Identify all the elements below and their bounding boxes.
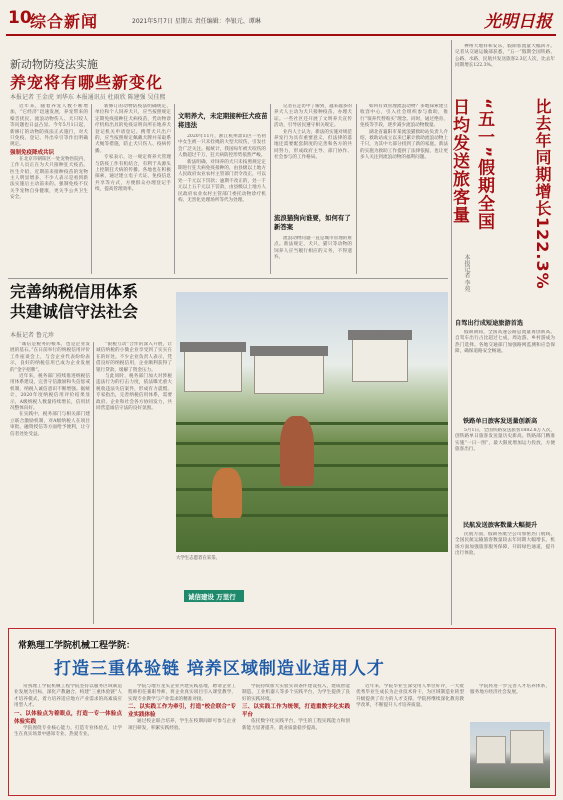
article1-sub1: 强制免疫降成共识 — [10, 149, 55, 156]
article2-col-2: “银税互动”合作的深入开展，让诚信纳税的小微企业享受到了实实在在的好处。不少企业负责人表示，凭借良好的纳税信用，企业顺利获得了银行贷款，缓解了资金压力。 与此同时，税务部门加大对涉税违法行为的打击力度，依法曝光重大税收违法失信案件，形成有力震慑。专家指出，完善纳税信用体系，需要政府、企业和社会各方协同发力，共同营造诚信守法的良好氛围。 — [96, 342, 172, 412]
feature-col-3: 学院持续加大实验实训条件建设投入，建成智能制造、工业机器人等多个实践平台，为学生提供了良好的实践环境。 三、以实践工作为统领，打造重数字化实践平台 依托数字化实践平台，学生的工程实践能力和创新能力显著提升，就业质量稳步提高。 — [242, 684, 350, 731]
section-title: 综合新闻 — [30, 12, 99, 31]
feature-sub3: 三、以实践工作为统领，打造重数字化实践平台 — [242, 704, 350, 719]
feature-sub1: 一、以体验点为着眼点，打造一专一体验点体验实践 — [14, 710, 122, 725]
article1-byline: 本报记者 王金虎 刘华东 本报通讯员 杜雨欣 陈建强 吴佳熙 — [10, 94, 166, 101]
article1-col-1: 近年来，随着养宠人数不断增加，“它经济”迅速发展，养宠带来的噪音扰民、流浪动物伤人、犬只咬人等问题也日益凸显。今年5月1日起，新修订的动物防疫法正式施行，对犬只免疫、登记、外出牵引等作出明确规定。 强制免疫降成共识 在北京市朝阳区一处宠物医院内，工作人员正在为犬只接种狂犬疫苗。医生介绍，近期前来接种疫苗的宠物主人明显增多，不少人表示是看到新法实施后主动前来的。强制免疫不仅关乎宠物自身健康，更关乎公共卫生安全。 — [10, 104, 88, 201]
side-intro: 神州大地祥和安乐，假期客流量大幅回升。记者从交通运输部获悉，“五一”假期全国铁路、公路、水路、民航共发送旅客2.3亿人次，比去年同期增长122.3%。 — [455, 44, 555, 69]
side-sub2: 铁路单日旅客发送量创新高 — [463, 418, 538, 425]
side-col-1: 假期期间，全国高速公路总流量再创新高。自驾车出行占比超过七成，周边游、乡村游成为热门选择。各地交通部门加强路网监测和应急保障，确保道路安全畅通。 — [455, 330, 555, 355]
article2-byline: 本报记者 鲁元珍 — [10, 332, 54, 339]
side-sub1: 自驾出行成短途旅游首选 — [455, 320, 524, 327]
page-number: 10 — [8, 8, 32, 28]
feature-col-1: 常熟理工学院机械工程学院坚持以服务区域制造业发展为目标，深化产教融合，构建“三重体验链”人才培养模式，着力培养适应地方产业需求的高素质应用型人才。 一、以体验点为着眼点，打造一专一体验点体验实践 学院围绕专业核心能力，打造专业体验点，让学生在真实场景中感知专业、热爱专业。 — [14, 684, 122, 738]
feature-sub2: 二、以实践工作为牵引，打造“校企联合”专业实践体验 — [128, 704, 236, 719]
article2-headline-line1: 完善纳税信用体系 — [10, 282, 139, 301]
campaign-stamp: 诚信建设 万里行 — [184, 590, 244, 602]
feature-col-5: 学院将进一步完善人才培养体系，服务地方经济社会发展。 — [470, 684, 550, 696]
article1-kicker: 新动物防疫法实施 — [10, 58, 98, 71]
article1-col-5: 如何有效管理流浪动物？多地探索建立收容中心，引入社会组织参与救助，推行“领养代替购买”理念。同时，通过绝育、免疫等手段，逐步减少流浪动物数量。 湖北省襄阳市某流浪猫救助站负责人介绍，救助站成立以来已累计救助流浪动物上千只，为其中大部分找到了新的家庭。新法的实施为救助工作提供了法律依据，也让更多人关注到流浪动物的福利问题。 — [360, 104, 448, 161]
side-col-3: 民航方面，假期各航空公司加密热门航线，全国民航运输旅客数量较去年同期大幅增长。机场方面加强旅客服务保障，开辟绿色通道，提升出行体验。 — [455, 532, 555, 557]
article1-col-2: 新修订的动物防疫法明确规定，单位和个人饲养犬只，应当按照规定定期免疫接种狂犬病疫苗，凭动物诊疗机构出具的免疫证明向所在地养犬登记机关申请登记。携带犬只出户的，应当按照规定佩戴犬牌并采取系犬绳等措施，防止犬只伤人、疫病传播。 专家表示，这一规定将养犬管理与防疫工作有机结合，有利于从源头上控制狂犬病的传播。各地也在积极探索，通过建立电子犬证、免疫信息共享等方式，方便群众办理登记手续，提高管理效率。 — [95, 104, 171, 193]
side-col-2: 5月1日，全国铁路发送旅客1882.8万人次，创铁路单日旅客发送量历史新高。铁路部门精准实施“一日一图”，最大限度增加运力投放，方便旅客出行。 — [455, 428, 555, 453]
article1-headline: 养宠将有哪些新变化 — [10, 73, 164, 92]
article2-headline — [10, 282, 138, 322]
side-headline-1: “五一”假期全国日均发送旅客量 — [449, 98, 494, 231]
article1-col-4b: 流浪动物问题一直是城市管理的难点。新法规定，犬只、猫只等动物的饲养人应当履行相应的义务，不得遗弃。 — [274, 236, 352, 261]
article1-col-4: 记者在走访中了解到，越来越多的养犬人主动为犬只接种疫苗、办理犬证。一些社区还开展了文明养犬宣传活动，引导居民遵守相关规定。 业内人士认为，新法的实施对规范养宠行为具有重要意义，但法律的落地还需要配套制度的完善和各方的共同努力，形成政府主导、部门协作、社会参与的工作格局。 — [274, 104, 352, 161]
article2-headline-line2: 共建诚信守法社会 — [10, 302, 139, 321]
side-author: 本报记者 李苑 — [463, 254, 470, 292]
article1-sub3: 流浪猫狗向谁要，如何有了新答案 — [274, 214, 351, 231]
article2-col-1: “诚信是税务的根本，也是企业发展的基石。”在日前举行的纳税信用评价工作座谈会上，与会企业代表纷纷表示，良好的纳税信用已成为企业发展的“金字招牌”。 近年来，税务部门持续推进纳税信用体系建设，完善守信激励和失信惩戒机制，纳税人诚信意识不断增强。据统计，2020年度纳税信用评价结果显示，A级纳税人数量持续增长，信用状况整体向好。 在实践中，税务部门与相关部门建立联合激励机制，对A级纳税人在项目审批、融资授信等方面给予便利，让守信者处处受益。 — [10, 342, 90, 437]
feature-kicker: 常熟理工学院机械工程学院： — [18, 641, 136, 651]
feature-col-2: 学院与地方龙头企业共建实践基地，聘请企业工程师担任兼职导师，将企业真实项目引入课堂教学，实现专业教学与产业需求的精准对接。 二、以实践工作为牵引，打造“校企联合”专业实践体验 通过校企联合培养，学生在校期间即可参与企业项目研发，积累实践经验。 — [128, 684, 236, 731]
photo-caption: 大学生志愿者在采茶。 — [176, 556, 220, 561]
masthead — [6, 6, 556, 36]
newspaper-logo: 光明日报 — [484, 12, 552, 32]
issue-meta: 2021年5月7日 星期五 责任编辑：李银元、谭琳 — [132, 18, 261, 25]
side-sub3: 民航发送旅客数量大幅提升 — [463, 522, 538, 529]
feature-col-4: 近年来，学院毕业生深受用人单位好评，一大批优秀毕业生成长为企业技术骨干，为区域制造业转型升级提供了有力的人才支撑。学院将继续深化教育教学改革，不断提升人才培养质量。 — [356, 684, 464, 709]
article1-col-3: 2020年11月，浙江杭州萧山区一名初中女生被一只未拴绳的大型犬咬伤，引发社会广泛关注。据统计，我国每年被犬咬伤的人数超过千万，狂犬病防控形势依然严峻。 新法明确，对饲养的犬只未按照规定定期进行狂犬病免疫接种的，由县级以上地方人民政府农业农村主管部门责令改正，可以处一千元以下罚款；逾期不改正的，处一千元以上五千元以下罚款，由县级以上地方人民政府农业农村主管部门委托动物诊疗机构、无害化处理场所等代为处理。 — [178, 134, 266, 204]
campus-photo — [470, 722, 550, 788]
tea-picking-photo — [176, 292, 448, 552]
article1-sub2: 文明养犬，未定期接种狂犬疫苗将违法 — [178, 112, 268, 129]
feature-headline: 打造三重体验链 培养区域制造业适用人才 — [54, 659, 385, 679]
side-headline-2: 比去年同期增长122.3% — [533, 98, 552, 290]
